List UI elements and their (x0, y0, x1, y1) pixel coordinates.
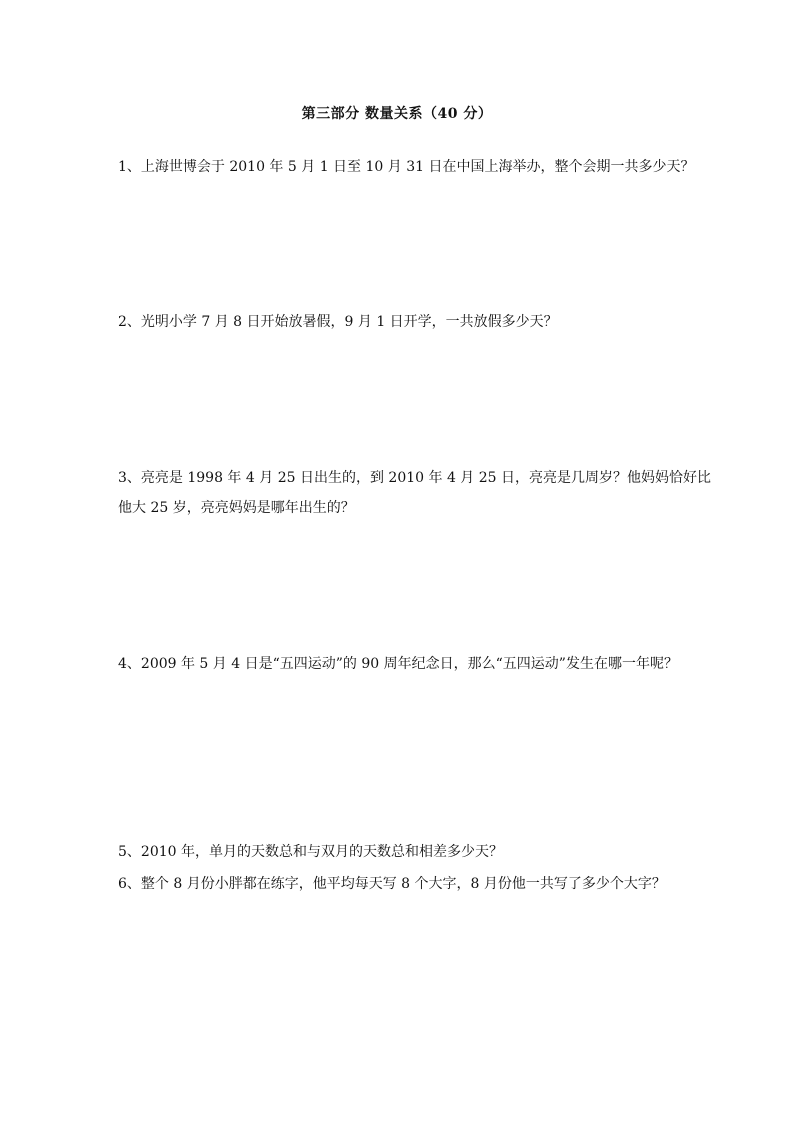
question-6: 6、整个 8 月份小胖都在练字，他平均每天写 8 个大字，8 月份他一共写了多少个大字？ (118, 876, 666, 892)
question-1: 1、上海世博会于 2010 年 5 月 1 日至 10 月 31 日在中国上海举办，整个会期一共多少天？ (118, 159, 695, 175)
question-5: 5、2010 年，单月的天数总和与双月的天数总和相差多少天？ (118, 844, 503, 860)
question-3-line-1: 3、亮亮是 1998 年 4 月 25 日出生的，到 2010 年 4 月 25 日，亮亮是几周岁？他妈妈恰好比 (118, 470, 712, 486)
question-2: 2、光明小学 7 月 8 日开始放暑假，9 月 1 日开学，一共放假多少天？ (118, 314, 558, 330)
question-3-line-2: 他大 25 岁，亮亮妈妈是哪年出生的？ (118, 500, 355, 516)
section-title: 第三部分 数量关系（40 分） (301, 106, 493, 122)
question-4: 4、2009 年 5 月 4 日是“五四运动”的 90 周年纪念日，那么“五四运动”发生在哪一年呢？ (118, 656, 678, 672)
